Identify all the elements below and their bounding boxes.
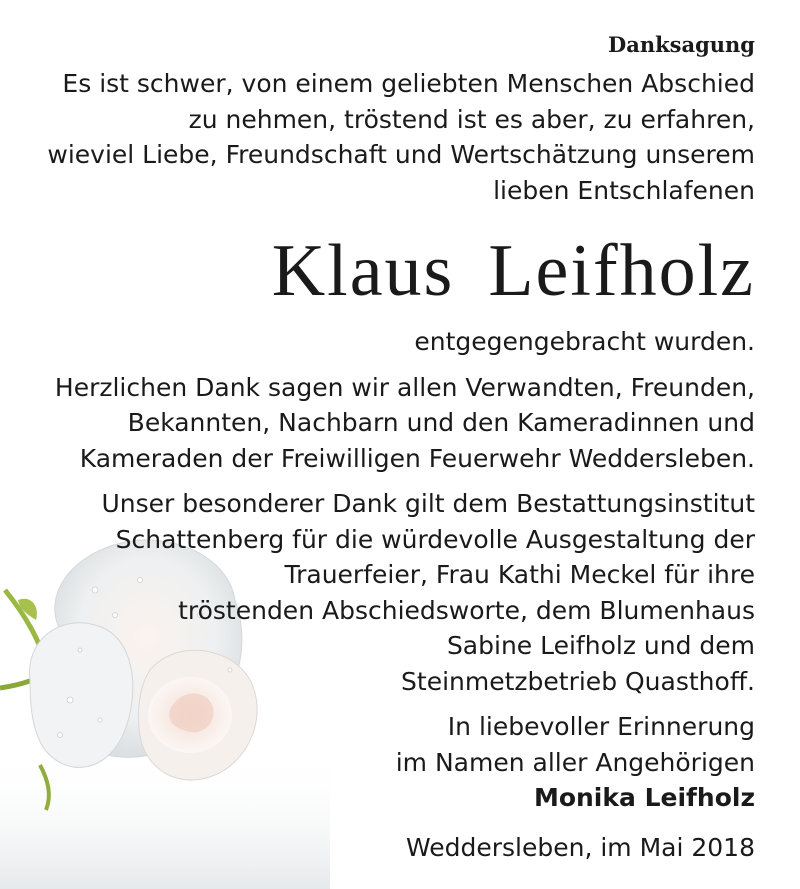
thanks-line: Herzlichen Dank sagen wir allen Verwandten, Freunden, xyxy=(54,372,755,402)
place-date: Weddersleben, im Mai 2018 xyxy=(405,832,755,862)
closing-paragraph xyxy=(35,709,755,816)
intro-paragraph xyxy=(35,66,755,208)
special-thanks-line: Trauerfeier, Frau Kathi Meckel für ihre xyxy=(284,560,755,589)
intro-line: Es ist schwer, von einem geliebten Menschen Abschied xyxy=(62,69,755,98)
thanks-line: Bekannten, Nachbarn und den Kameradinnen und xyxy=(127,408,755,437)
intro-line: zu nehmen, tröstend ist es aber, zu erfahren, xyxy=(188,104,755,134)
intro-line: lieben Entschlafenen xyxy=(493,175,755,205)
deceased-first-name: Klaus xyxy=(271,230,455,312)
obituary-text xyxy=(35,30,755,865)
special-thanks-line: Sabine Leifholz und dem xyxy=(446,631,755,660)
closing-line: im Namen aller Angehörigen xyxy=(395,747,755,777)
thanks-line: Kameraden der Freiwilligen Feuerwehr Weddersleben. xyxy=(79,443,755,473)
intro-line: wieviel Liebe, Freundschaft und Wertschätzung unserem xyxy=(47,140,755,169)
special-thanks-line: tröstenden Abschiedsworte, dem Blumenhaus xyxy=(178,595,755,625)
special-thanks-line: Schattenberg für die würdevolle Ausgestaltung der xyxy=(115,524,755,554)
special-thanks-line: Steinmetzbetrieb Quasthoff. xyxy=(401,666,755,696)
heading: Danksagung xyxy=(608,32,755,57)
special-thanks-paragraph xyxy=(35,486,755,699)
after-name-line: entgegengebracht wurden. xyxy=(414,327,755,356)
special-thanks-line: Unser besonderer Dank gilt dem Bestattungsinstitut xyxy=(101,489,755,518)
thanks-paragraph xyxy=(35,370,755,477)
deceased-name xyxy=(35,226,755,316)
signer-name: Monika Leifholz xyxy=(533,783,755,812)
closing-line: In liebevoller Erinnerung xyxy=(447,712,755,741)
deceased-last-name: Leifholz xyxy=(488,230,755,312)
